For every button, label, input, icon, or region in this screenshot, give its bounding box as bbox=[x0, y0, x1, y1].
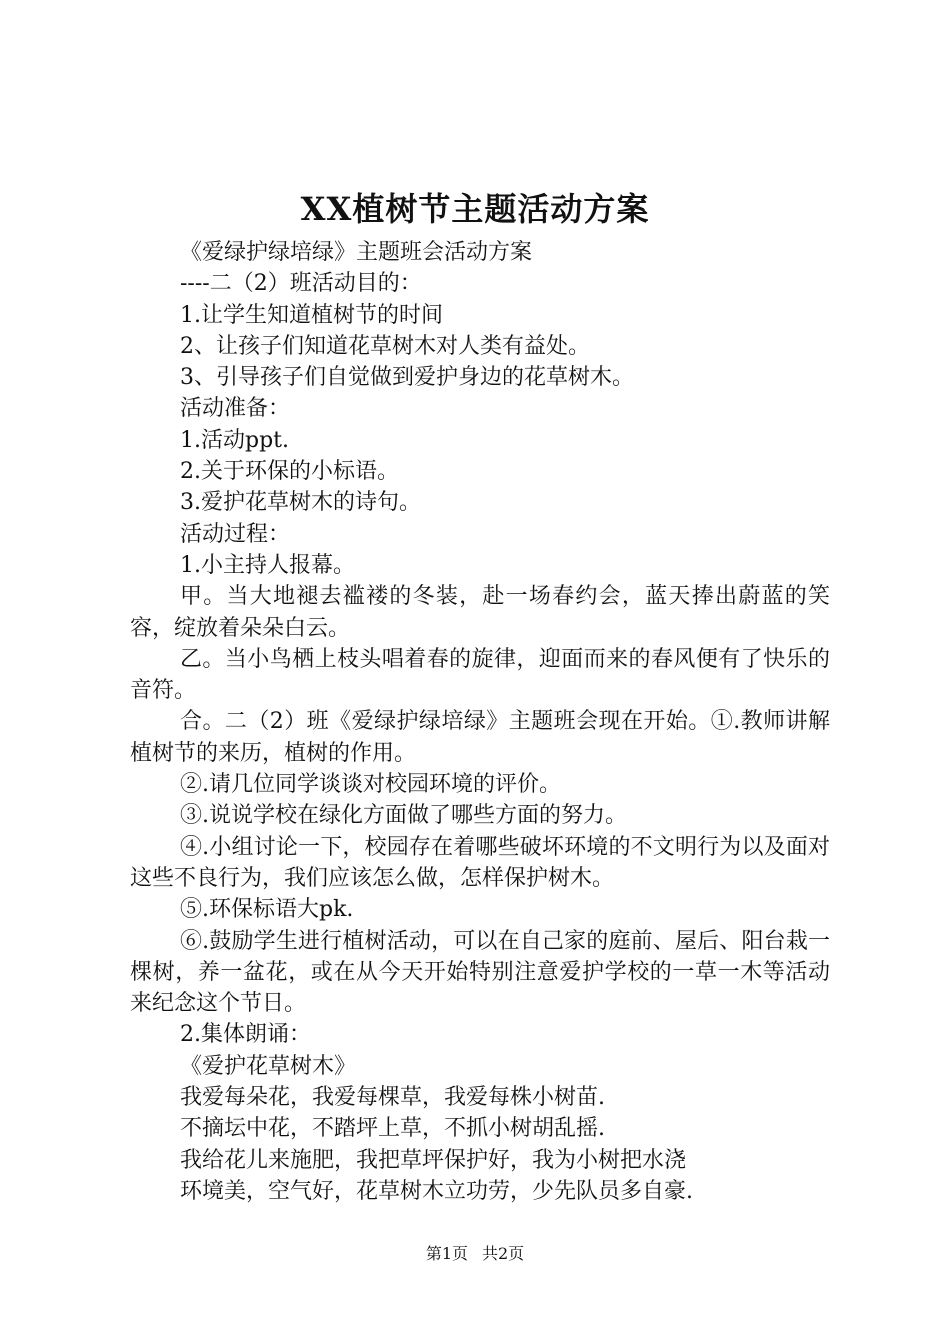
paragraph: ----二（2）班活动目的： bbox=[180, 271, 422, 297]
document-title: XX植树节主题活动方案 bbox=[300, 190, 650, 228]
poem-line: 我给花儿来施肥，我把草坪保护好，我为小树把水浇 bbox=[180, 1147, 687, 1173]
paragraph: 合。二（2）班《爱绿护绿培绿》主题班会现在开始。①.教师讲解植树节的来历，植树的作用。 bbox=[130, 709, 830, 766]
paragraph: 活动准备： bbox=[180, 396, 291, 422]
paragraph: 3、引导孩子们自觉做到爱护身边的花草树木。 bbox=[180, 365, 634, 391]
paragraph: 《爱绿护绿培绿》主题班会活动方案 bbox=[180, 240, 533, 265]
poem-line: 环境美，空气好，花草树木立功劳，少先队员多自豪. bbox=[180, 1178, 693, 1204]
document-body bbox=[130, 237, 830, 1207]
paragraph: 2.关于环保的小标语。 bbox=[180, 459, 399, 485]
paragraph: 《爱护花草树木》 bbox=[180, 1053, 357, 1079]
paragraph: 3.爱护花草树木的诗句。 bbox=[180, 490, 421, 516]
paragraph: ⑤.环保标语大pk. bbox=[180, 897, 354, 923]
paragraph: ③.说说学校在绿化方面做了哪些方面的努力。 bbox=[180, 803, 627, 829]
paragraph: 1.小主持人报幕。 bbox=[180, 552, 355, 578]
paragraph: ④.小组讨论一下，校园存在着哪些破坏环境的不文明行为以及面对这些不良行为，我们应该怎么做，怎样保护树木。 bbox=[130, 834, 830, 891]
paragraph: 2、让孩子们知道花草树木对人类有益处。 bbox=[180, 333, 590, 359]
poem-line: 不摘坛中花，不踏坪上草，不抓小树胡乱摇. bbox=[180, 1116, 605, 1142]
page-number: 第1页 bbox=[425, 1244, 468, 1263]
paragraph: ⑥.鼓励学生进行植树活动，可以在自己家的庭前、屋后、阳台栽一棵树，养一盆花，或在从今天开始特别注意爱护学校的一草一木等活动来纪念这个节日。 bbox=[130, 928, 830, 1017]
paragraph: 活动过程： bbox=[180, 521, 291, 547]
paragraph: 2.集体朗诵： bbox=[180, 1022, 311, 1048]
paragraph: 1.让学生知道植树节的时间 bbox=[180, 302, 443, 328]
page-total: 共2页 bbox=[482, 1244, 525, 1263]
page-footer bbox=[0, 1243, 950, 1265]
paragraph: 乙。当小鸟栖上枝头唱着春的旋律，迎面而来的春风便有了快乐的音符。 bbox=[130, 646, 830, 704]
poem-line: 我爱每朵花，我爱每棵草，我爱每株小树苗. bbox=[180, 1085, 605, 1111]
paragraph: 甲。当大地褪去褴褛的冬装，赴一场春约会，蓝天捧出蔚蓝的笑容，绽放着朵朵白云。 bbox=[130, 584, 830, 641]
paragraph: ②.请几位同学谈谈对校园环境的评价。 bbox=[180, 772, 561, 798]
paragraph: 1.活动ppt. bbox=[180, 427, 289, 453]
